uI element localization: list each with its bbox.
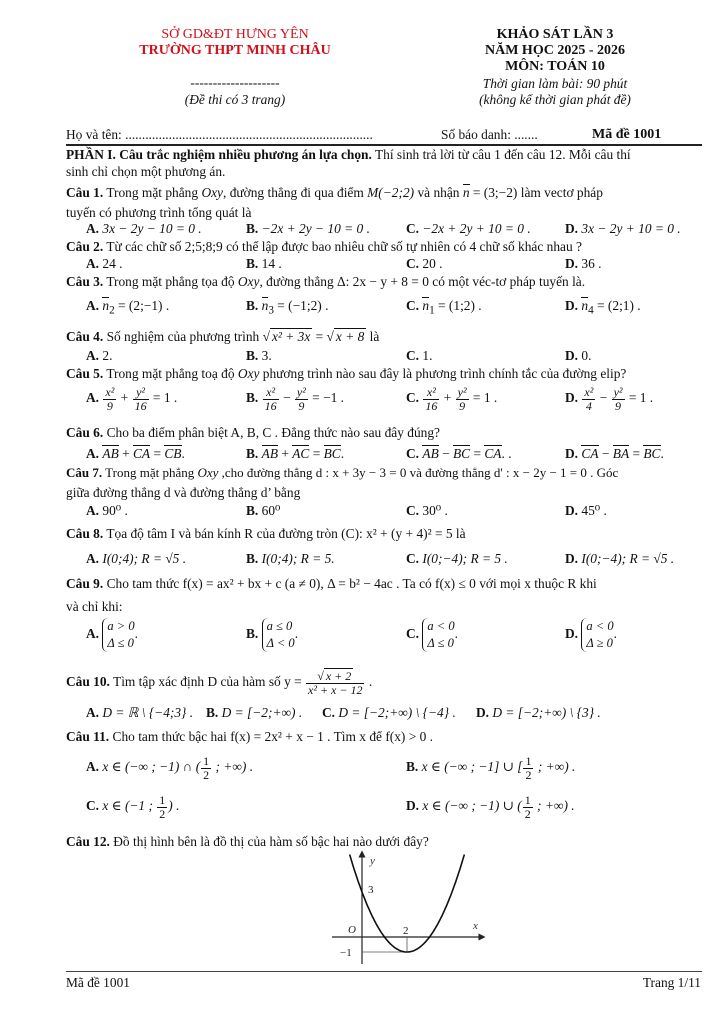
- vertex-x-label: 2: [403, 925, 409, 937]
- q1-option-b[interactable]: B. −2x + 2y − 10 = 0 .: [246, 221, 370, 236]
- exam-title: KHẢO SÁT LẦN 3: [496, 27, 614, 42]
- q2-option-d[interactable]: D. 36 .: [565, 256, 602, 271]
- footer-exam-code: Mã đề 1001: [66, 975, 130, 990]
- q4-option-d[interactable]: D. 0.: [565, 348, 592, 363]
- name-field-label: Họ và tên: ..........................................................................: [66, 127, 373, 142]
- candidate-id-label: Số báo danh: .......: [441, 127, 538, 142]
- question-10: Câu 10. Tìm tập xác định D của hàm số y = $\frac{√ x + 2}{\text{x² + x − 12}}$ .: [66, 669, 373, 697]
- q8-option-c[interactable]: C. I(0;−4); R = 5 .: [406, 551, 508, 566]
- q7-option-d[interactable]: D. 45⁰ .: [565, 503, 607, 518]
- q11-option-d[interactable]: D. x ∈ (−∞ ; −1) ∪ ( $\frac{1}{2}$ ; +∞) .: [406, 793, 575, 821]
- question-2: Câu 2. Từ các chữ số 2;5;8;9 có thể lập được bao nhiêu chữ số tự nhiên có 4 chữ số khác nhau ?: [66, 239, 582, 254]
- q6-option-a[interactable]: A. AB + CA = CB.: [86, 446, 185, 461]
- parabola-graph: [320, 850, 490, 968]
- q10-option-c[interactable]: C. D = [−2;+∞) \ {−4} .: [322, 705, 456, 720]
- question-9: Câu 9. Cho tam thức f(x) = ax² + bx + c (a ≠ 0), Δ = b² − 4ac . Ta có f(x) ≤ 0 với mọi x thuộc R khi: [66, 576, 597, 591]
- q5-option-b[interactable]: B. $\frac{\text{x²}}{16}$ − $\frac{\text{y²}}{9}$ = −1 .: [246, 385, 345, 413]
- school-name: TRƯỜNG THPT MINH CHÂU: [139, 43, 331, 58]
- question-1: Câu 1. Trong mặt phẳng Oxy, đường thẳng đi qua điểm M(−2;2) và nhận n = (3;−2) làm vectơ pháp: [66, 185, 603, 200]
- question-7-cont: giữa đường thẳng d và đường thẳng d’ bằng: [66, 485, 301, 500]
- q10-option-a[interactable]: A. D = ℝ \ {−4;3} .: [86, 705, 194, 720]
- footer-divider: [66, 971, 702, 972]
- header-divider: [66, 144, 702, 146]
- origin-label: O: [348, 924, 356, 936]
- school-year: NĂM HỌC 2025 - 2026: [485, 43, 625, 58]
- page-number: Trang 1/11: [642, 975, 701, 990]
- question-3: Câu 3. Trong mặt phẳng tọa độ Oxy, đường thẳng Δ: 2x − y + 8 = 0 có một véc-tơ pháp tuyến là.: [66, 274, 586, 289]
- q9-option-c[interactable]: C. a < 0 Δ ≤ 0 .: [406, 619, 458, 650]
- q7-option-a[interactable]: A. 90⁰ .: [86, 503, 128, 518]
- y-intercept-label: 3: [368, 884, 374, 896]
- q5-option-c[interactable]: C. $\frac{\text{x²}}{16}$ + $\frac{\text{y²}}{9}$ = 1 .: [406, 385, 498, 413]
- question-6: Câu 6. Cho ba điểm phân biệt A, B, C . Đẳng thức nào sau đây đúng?: [66, 425, 440, 440]
- q1-option-d[interactable]: D. 3x − 2y + 10 = 0 .: [565, 221, 681, 236]
- vertex-y-label: −1: [340, 947, 352, 959]
- q1-option-c[interactable]: C. −2x + 2y + 10 = 0 .: [406, 221, 531, 236]
- q7-option-b[interactable]: B. 60⁰: [246, 503, 281, 518]
- question-11: Câu 11. Cho tam thức bậc hai f(x) = 2x² + x − 1 . Tìm x để f(x) > 0 .: [66, 729, 434, 744]
- q9-option-a[interactable]: A. a > 0 Δ ≤ 0 .: [86, 619, 138, 650]
- y-axis-label: y: [370, 855, 375, 867]
- part1-instructions: sinh chỉ chọn một phương án.: [66, 164, 226, 179]
- q4-option-a[interactable]: A. 2.: [86, 348, 113, 363]
- q9-option-b[interactable]: B. a ≤ 0 Δ < 0 .: [246, 619, 299, 650]
- question-4: Câu 4. Số nghiệm của phương trình √ x² + 3x = √ x + 8 là: [66, 329, 380, 344]
- q1-option-a[interactable]: A. 3x − 2y − 10 = 0 .: [86, 221, 202, 236]
- q2-option-c[interactable]: C. 20 .: [406, 256, 443, 271]
- q8-option-a[interactable]: A. I(0;4); R = √5 .: [86, 551, 187, 566]
- q9-option-d[interactable]: D. a < 0 Δ ≥ 0 .: [565, 619, 617, 650]
- q10-option-b[interactable]: B. D = [−2;+∞) .: [206, 705, 303, 720]
- q3-option-d[interactable]: D. $n_4$ = (2;1) .: [565, 298, 641, 317]
- question-12: Câu 12. Đồ thị hình bên là đồ thị của hàm số bậc hai nào dưới đây?: [66, 834, 429, 849]
- q3-option-b[interactable]: B. $n_3$ = (−1;2) .: [246, 298, 329, 317]
- q6-option-d[interactable]: D. CA − BA = BC.: [565, 446, 664, 461]
- q6-option-c[interactable]: C. AB − BC = CA. .: [406, 446, 512, 461]
- q5-option-d[interactable]: D. $\frac{\text{x²}}{4}$ − $\frac{\text{y²}}{9}$ = 1 .: [565, 385, 654, 413]
- question-5: Câu 5. Trong mặt phẳng toạ độ Oxy phương trình nào sau đây là phương trình chính tắc của đường elip?: [66, 366, 627, 381]
- department: SỞ GD&ĐT HƯNG YÊN: [161, 27, 309, 42]
- q2-option-b[interactable]: B. 14 .: [246, 256, 282, 271]
- duration: Thời gian làm bài: 90 phút: [482, 76, 628, 91]
- part1-heading: PHẦN I. Câu trắc nghiệm nhiều phương án lựa chọn. Thí sinh trả lời từ câu 1 đến câu 12. Mỗi câu thí: [66, 147, 631, 162]
- question-9-cont: và chỉ khi:: [66, 599, 123, 614]
- question-1-cont: tuyến có phương trình tổng quát là: [66, 205, 252, 220]
- q3-option-c[interactable]: C. $n_1$ = (1;2) .: [406, 298, 482, 317]
- question-7: Câu 7. Trong mặt phẳng Oxy ,cho đường thẳng d : x + 3y − 3 = 0 và đường thẳng d' : x − 2y − 1 = 0 . Góc: [66, 465, 619, 480]
- q10-option-d[interactable]: D. D = [−2;+∞) \ {3} .: [476, 705, 601, 720]
- q11-option-c[interactable]: C. x ∈ (−1 ; $\frac{1}{2}$ ) .: [86, 793, 180, 821]
- q8-option-d[interactable]: D. I(0;−4); R = √5 .: [565, 551, 675, 566]
- subject: MÔN: TOÁN 10: [505, 59, 605, 74]
- q5-option-a[interactable]: A. $\frac{\text{x²}}{9}$ + $\frac{\text{y²}}{16}$ = 1 .: [86, 385, 178, 413]
- header-dashes: --------------------: [190, 75, 280, 90]
- q4-option-b[interactable]: B. 3.: [246, 348, 272, 363]
- x-axis-label: x: [473, 920, 478, 932]
- exam-code: Mã đề 1001: [592, 127, 662, 142]
- q3-option-a[interactable]: A. $n_2$ = (2;−1) .: [86, 298, 170, 317]
- q4-option-c[interactable]: C. 1.: [406, 348, 433, 363]
- q8-option-b[interactable]: B. I(0;4); R = 5.: [246, 551, 335, 566]
- pages-note: (Đề thi có 3 trang): [184, 92, 286, 107]
- q2-option-a[interactable]: A. 24 .: [86, 256, 123, 271]
- q6-option-b[interactable]: B. AB + AC = BC.: [246, 446, 345, 461]
- q7-option-c[interactable]: C. 30⁰ .: [406, 503, 448, 518]
- question-8: Câu 8. Tọa độ tâm I và bán kính R của đường tròn (C): x² + (y + 4)² = 5 là: [66, 526, 466, 541]
- duration-note: (không kể thời gian phát đề): [479, 92, 631, 107]
- q11-option-b[interactable]: B. x ∈ (−∞ ; −1] ∪ [ $\frac{1}{2}$ ; +∞) .: [406, 754, 576, 782]
- q11-option-a[interactable]: A. x ∈ (−∞ ; −1) ∩ ( $\frac{1}{2}$ ; +∞) .: [86, 754, 254, 782]
